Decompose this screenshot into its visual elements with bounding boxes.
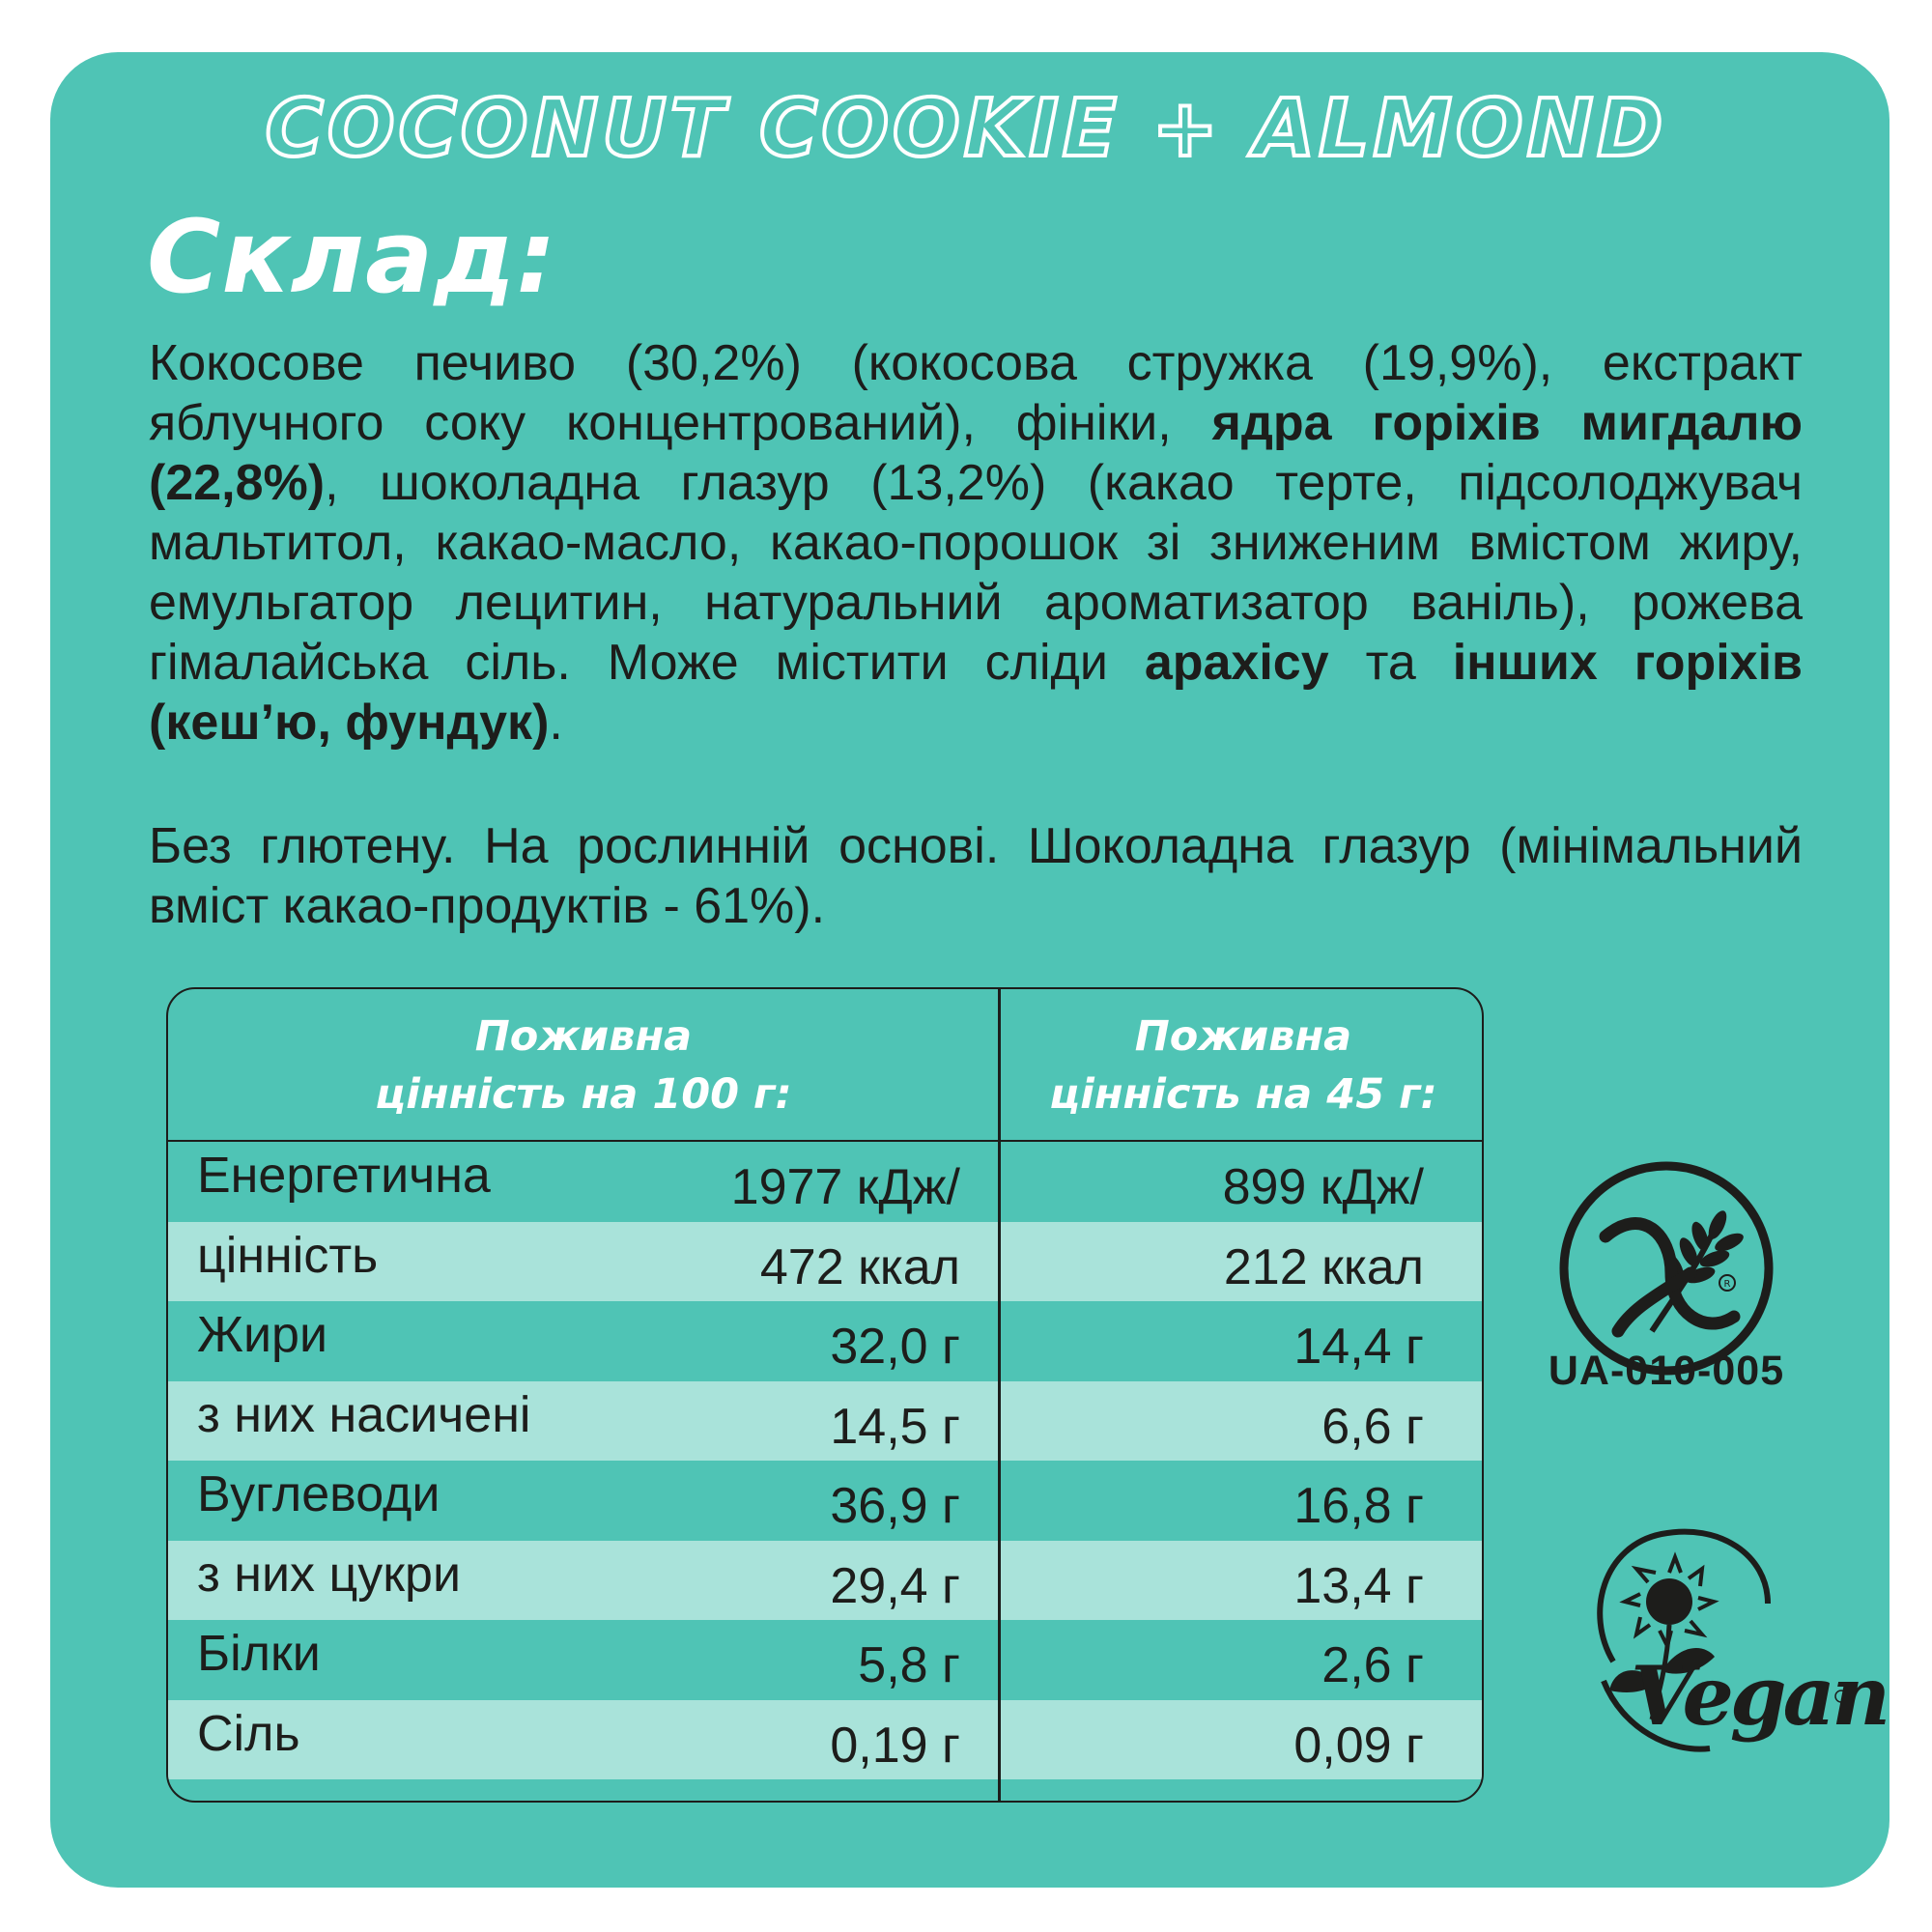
- table-row: [168, 1301, 1482, 1381]
- table-row: [168, 1461, 1482, 1541]
- header-per-45g-line2: цінність на 45 г:: [1049, 1070, 1437, 1119]
- table-row: [168, 1541, 1482, 1621]
- value-per-100g: 29,4 г: [830, 1557, 960, 1614]
- table-row: [168, 1142, 1482, 1222]
- value-per-45g: 13,4 г: [1293, 1557, 1424, 1614]
- value-per-100g: 32,0 г: [830, 1319, 960, 1375]
- table-row: [168, 1700, 1482, 1780]
- product-notes: Без глютену. На рослинній основі. Шоколадна глазур (мінімальний вміст какао-продуктів - 61%).: [149, 818, 1803, 934]
- header-per-100g: [168, 989, 999, 1142]
- nutrient-name: Енергетична: [197, 1148, 491, 1204]
- nutrient-name: цінність: [197, 1227, 379, 1284]
- vegan-logo-word: Vegan: [1631, 1648, 1888, 1744]
- allergen-almond: ядра горіхів мигдалю (22,8%): [149, 395, 1803, 511]
- ingredients-part: Кокосове печиво (30,2%) (кокосова стружка (19,9%), екстракт яблучного соку концентрований), фініки,: [149, 335, 1803, 451]
- ingredients-part: , шоколадна глазур (13,2%) (какао терте, підсолоджувач мальтитол, какао-масло, какао-порошок зі зниженим вмістом жиру, емульгатор лецитин, натуральний ароматизатор ваніль), рожева гімалайська сіль. Може містити сліди: [149, 455, 1803, 691]
- ingredients-heading: Склад:: [147, 198, 557, 316]
- ingredients-text: [149, 333, 1803, 753]
- nutrition-table-header: [168, 989, 1482, 1142]
- nutrient-name: Білки: [197, 1626, 321, 1682]
- value-per-100g: 472 ккал: [759, 1238, 960, 1295]
- value-per-100g: 1977 кДж/: [730, 1159, 960, 1215]
- ingredients-part: .: [549, 695, 563, 751]
- header-per-100g-line1: Поживна: [474, 1012, 693, 1061]
- gluten-free-code: UA-010-005: [1548, 1348, 1785, 1394]
- value-per-45g: 14,4 г: [1293, 1319, 1424, 1375]
- table-row: [168, 1620, 1482, 1700]
- nutrient-name: з них насичені: [197, 1386, 531, 1443]
- header-per-45g-line1: Поживна: [1134, 1012, 1352, 1061]
- nutrition-table: [166, 987, 1484, 1803]
- value-per-45g: 212 ккал: [1223, 1238, 1424, 1295]
- allergen-other-nuts: інших горіхів (кеш’ю, фундук): [149, 635, 1803, 751]
- value-per-100g: 14,5 г: [830, 1398, 960, 1455]
- value-per-45g: 6,6 г: [1321, 1398, 1424, 1455]
- table-row: [168, 1222, 1482, 1302]
- product-title: COCONUT COOKIE + ALMOND: [265, 83, 1667, 175]
- value-per-45g: 899 кДж/: [1222, 1159, 1424, 1215]
- column-divider: [998, 989, 1001, 1801]
- value-per-45g: 16,8 г: [1293, 1478, 1424, 1534]
- header-per-100g-line2: цінність на 100 г:: [375, 1070, 792, 1119]
- nutrient-name: Жири: [197, 1307, 328, 1363]
- allergen-peanut: арахісу: [1144, 635, 1329, 691]
- value-per-45g: 0,09 г: [1293, 1717, 1424, 1774]
- header-per-45g: [1001, 989, 1484, 1142]
- svg-text:R: R: [1723, 1279, 1731, 1290]
- table-row: [168, 1381, 1482, 1462]
- ingredients-part: та: [1328, 635, 1453, 691]
- value-per-100g: 36,9 г: [830, 1478, 960, 1534]
- value-per-100g: 0,19 г: [830, 1717, 960, 1774]
- value-per-45g: 2,6 г: [1321, 1637, 1424, 1693]
- nutrient-name: Вуглеводи: [197, 1466, 440, 1522]
- nutrient-name: з них цукри: [197, 1546, 461, 1603]
- value-per-100g: 5,8 г: [858, 1637, 960, 1693]
- nutrient-name: Сіль: [197, 1705, 300, 1762]
